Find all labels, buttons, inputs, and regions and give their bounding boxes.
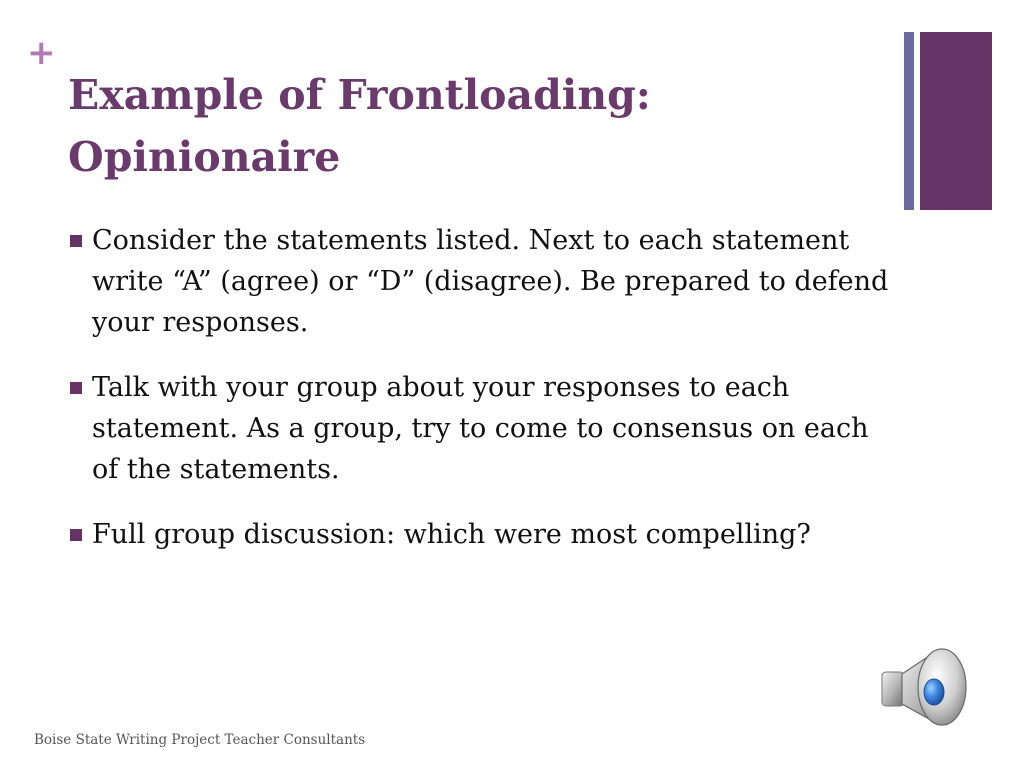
square-bullet-icon (70, 382, 82, 394)
title-line-1: Example of Frontloading: (68, 71, 651, 119)
plus-icon: + (27, 33, 56, 73)
speaker-icon[interactable] (876, 644, 972, 730)
title-line-2: Opinionaire (68, 133, 341, 181)
bullet-list (68, 220, 898, 579)
slide-title (68, 64, 868, 188)
bullet-text: Talk with your group about your responses to each statement. As a group, try to come to consensus on each of the statements. (92, 372, 869, 485)
decorative-bar-thin (904, 32, 914, 210)
bullet-item (68, 367, 898, 490)
square-bullet-icon (70, 235, 82, 247)
bullet-item (68, 220, 898, 343)
bullet-text: Consider the statements listed. Next to each statement write “A” (agree) or “D” (disagree). Be prepared to defend your responses. (92, 225, 889, 338)
footer-text: Boise State Writing Project Teacher Consultants (34, 732, 366, 748)
square-bullet-icon (70, 529, 82, 541)
bullet-text: Full group discussion: which were most compelling? (92, 519, 811, 550)
decorative-bar-thick (920, 32, 992, 210)
bullet-item (68, 514, 898, 555)
